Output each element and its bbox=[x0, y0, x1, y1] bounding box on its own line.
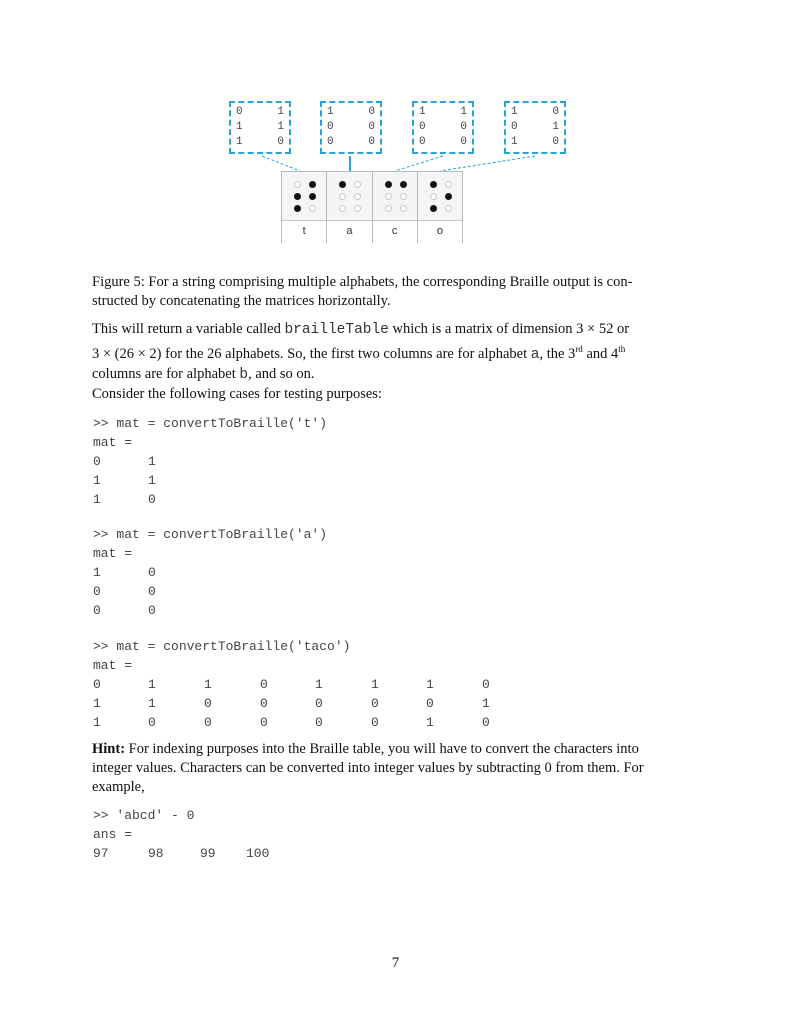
command-line: >> mat = convertToBraille('a') bbox=[93, 527, 328, 542]
braille-dot-filled bbox=[430, 205, 437, 212]
text: and 4 bbox=[582, 345, 619, 362]
matrix-value: 1 bbox=[93, 492, 101, 507]
matrix-value: 1 bbox=[315, 677, 323, 692]
braille-dot-filled bbox=[400, 181, 407, 188]
matrix-value: 0 bbox=[148, 715, 156, 730]
braille-dot-empty bbox=[400, 193, 407, 200]
matrix-value: 0 bbox=[315, 715, 323, 730]
text: columns are for alphabet bbox=[92, 365, 240, 382]
matrix-value: 0 bbox=[260, 696, 268, 711]
matrix-value: 1 bbox=[93, 565, 101, 580]
ascii-value: 100 bbox=[246, 846, 270, 861]
braille-dot-filled bbox=[445, 193, 452, 200]
braille-dot-filled bbox=[294, 205, 301, 212]
text: example, bbox=[92, 779, 145, 795]
matrix-box-t bbox=[229, 101, 291, 154]
braille-dot-empty bbox=[445, 205, 452, 212]
code-letter: b bbox=[239, 366, 249, 383]
braille-dot-empty bbox=[339, 193, 346, 200]
matrix-value: 1 bbox=[511, 106, 518, 118]
page-number: 7 bbox=[391, 955, 400, 971]
braille-table bbox=[281, 171, 463, 243]
matrix-value: 0 bbox=[260, 677, 268, 692]
superscript: th bbox=[618, 344, 626, 354]
matrix-value: 0 bbox=[482, 677, 490, 692]
command-line: >> mat = convertToBraille('t') bbox=[93, 416, 328, 431]
braille-dot-filled bbox=[294, 193, 301, 200]
matrix-value: 0 bbox=[148, 565, 156, 580]
matrix-box-a bbox=[320, 101, 382, 154]
superscript: rd bbox=[575, 344, 583, 354]
matrix-value: 0 bbox=[552, 136, 559, 148]
matrix-value: 1 bbox=[482, 696, 490, 711]
matrix-value: 1 bbox=[148, 454, 156, 469]
matrix-value: 0 bbox=[419, 121, 426, 133]
matrix-value: 0 bbox=[368, 121, 375, 133]
caption-line: structed by concatenating the matrices horizontally. bbox=[92, 293, 391, 309]
matrix-value: 0 bbox=[460, 121, 467, 133]
matrix-value: 1 bbox=[371, 677, 379, 692]
ascii-value: 97 bbox=[93, 846, 109, 861]
braille-dot-empty bbox=[385, 193, 392, 200]
braille-cell-t bbox=[282, 172, 327, 242]
matrix-value: 1 bbox=[204, 677, 212, 692]
hint-label: Hint: bbox=[92, 741, 126, 757]
text: , and so on. bbox=[248, 365, 315, 382]
command-line: >> 'abcd' - 0 bbox=[93, 808, 195, 823]
matrix-value: 0 bbox=[148, 584, 156, 599]
matrix-box-o bbox=[504, 101, 566, 154]
ascii-value: 98 bbox=[148, 846, 164, 861]
braille-dot-filled bbox=[309, 181, 316, 188]
braille-dot-empty bbox=[339, 205, 346, 212]
text: which is a matrix of dimension 3 × 52 or bbox=[388, 321, 630, 337]
hint-paragraph bbox=[92, 740, 698, 797]
matrix-value: 0 bbox=[327, 121, 334, 133]
matrix-value: 1 bbox=[236, 136, 243, 148]
matrix-value: 0 bbox=[204, 715, 212, 730]
braille-dot-empty bbox=[385, 205, 392, 212]
matrix-value: 0 bbox=[148, 492, 156, 507]
matrix-value: 1 bbox=[93, 473, 101, 488]
matrix-value: 0 bbox=[236, 106, 243, 118]
matrix-value: 1 bbox=[93, 696, 101, 711]
matrix-value: 0 bbox=[426, 696, 434, 711]
braille-dot-empty bbox=[354, 181, 361, 188]
matrix-value: 1 bbox=[426, 715, 434, 730]
braille-dot-empty bbox=[430, 193, 437, 200]
output-label: mat = bbox=[93, 658, 133, 673]
matrix-value: 0 bbox=[93, 603, 101, 618]
matrix-value: 0 bbox=[260, 715, 268, 730]
braille-cell-c bbox=[373, 172, 418, 242]
matrix-value: 0 bbox=[93, 677, 101, 692]
matrix-value: 0 bbox=[552, 106, 559, 118]
matrix-value: 0 bbox=[93, 584, 101, 599]
caption-line: Figure 5: For a string comprising multiple alphabets, the corresponding Braille output is con- bbox=[92, 274, 633, 290]
matrix-value: 1 bbox=[148, 677, 156, 692]
code-variable: brailleTable bbox=[284, 322, 389, 338]
code-letter: a bbox=[530, 346, 540, 363]
matrix-value: 0 bbox=[327, 136, 334, 148]
matrix-value: 1 bbox=[148, 473, 156, 488]
output-label: ans = bbox=[93, 827, 133, 842]
text: For indexing purposes into the Braille table, you will have to convert the characters into bbox=[125, 741, 639, 757]
matrix-value: 1 bbox=[327, 106, 334, 118]
text: integer values. Characters can be converted into integer values by subtracting 0 from them. For bbox=[92, 760, 644, 776]
braille-cell-o bbox=[418, 172, 462, 242]
matrix-value: 0 bbox=[204, 696, 212, 711]
matrix-value: 0 bbox=[148, 603, 156, 618]
matrix-value: 1 bbox=[277, 106, 284, 118]
matrix-value: 1 bbox=[552, 121, 559, 133]
braille-label: o bbox=[418, 220, 462, 243]
text: 3 × (26 × 2) for the 26 alphabets. So, the first two columns are for alphabet bbox=[92, 345, 531, 362]
matrix-value: 1 bbox=[148, 696, 156, 711]
braille-dot-filled bbox=[430, 181, 437, 188]
matrix-value: 0 bbox=[482, 715, 490, 730]
matrix-value: 0 bbox=[419, 136, 426, 148]
matrix-value: 1 bbox=[460, 106, 467, 118]
matrix-value: 1 bbox=[236, 121, 243, 133]
testing-intro: Consider the following cases for testing purposes: bbox=[92, 386, 382, 402]
text: This will return a variable called bbox=[92, 321, 285, 337]
matrix-value: 0 bbox=[371, 696, 379, 711]
text: , the 3 bbox=[539, 345, 576, 362]
matrix-value: 0 bbox=[368, 136, 375, 148]
braille-dot-filled bbox=[339, 181, 346, 188]
matrix-value: 1 bbox=[419, 106, 426, 118]
braille-dot-filled bbox=[385, 181, 392, 188]
matrix-value: 1 bbox=[511, 136, 518, 148]
matrix-value: 1 bbox=[277, 121, 284, 133]
matrix-value: 1 bbox=[426, 677, 434, 692]
braille-label: a bbox=[327, 220, 371, 243]
command-line: >> mat = convertToBraille('taco') bbox=[93, 639, 351, 654]
matrix-box-c bbox=[412, 101, 474, 154]
matrix-value: 0 bbox=[93, 454, 101, 469]
matrix-value: 0 bbox=[315, 696, 323, 711]
matrix-value: 0 bbox=[277, 136, 284, 148]
braille-dot-empty bbox=[309, 205, 316, 212]
braille-cell-a bbox=[327, 172, 372, 242]
braille-label: t bbox=[282, 220, 326, 243]
braille-label: c bbox=[373, 220, 417, 243]
braille-dot-empty bbox=[445, 181, 452, 188]
output-label: mat = bbox=[93, 546, 133, 561]
braille-dot-empty bbox=[400, 205, 407, 212]
braille-dot-empty bbox=[354, 205, 361, 212]
figure-caption bbox=[92, 273, 698, 311]
ascii-value: 99 bbox=[200, 846, 216, 861]
braille-dot-empty bbox=[294, 181, 301, 188]
matrix-value: 0 bbox=[460, 136, 467, 148]
matrix-value: 0 bbox=[511, 121, 518, 133]
braille-dot-empty bbox=[354, 193, 361, 200]
matrix-value: 1 bbox=[93, 715, 101, 730]
matrix-value: 0 bbox=[368, 106, 375, 118]
output-label: mat = bbox=[93, 435, 133, 450]
matrix-value: 0 bbox=[371, 715, 379, 730]
description-paragraph bbox=[92, 320, 698, 385]
braille-dot-filled bbox=[309, 193, 316, 200]
